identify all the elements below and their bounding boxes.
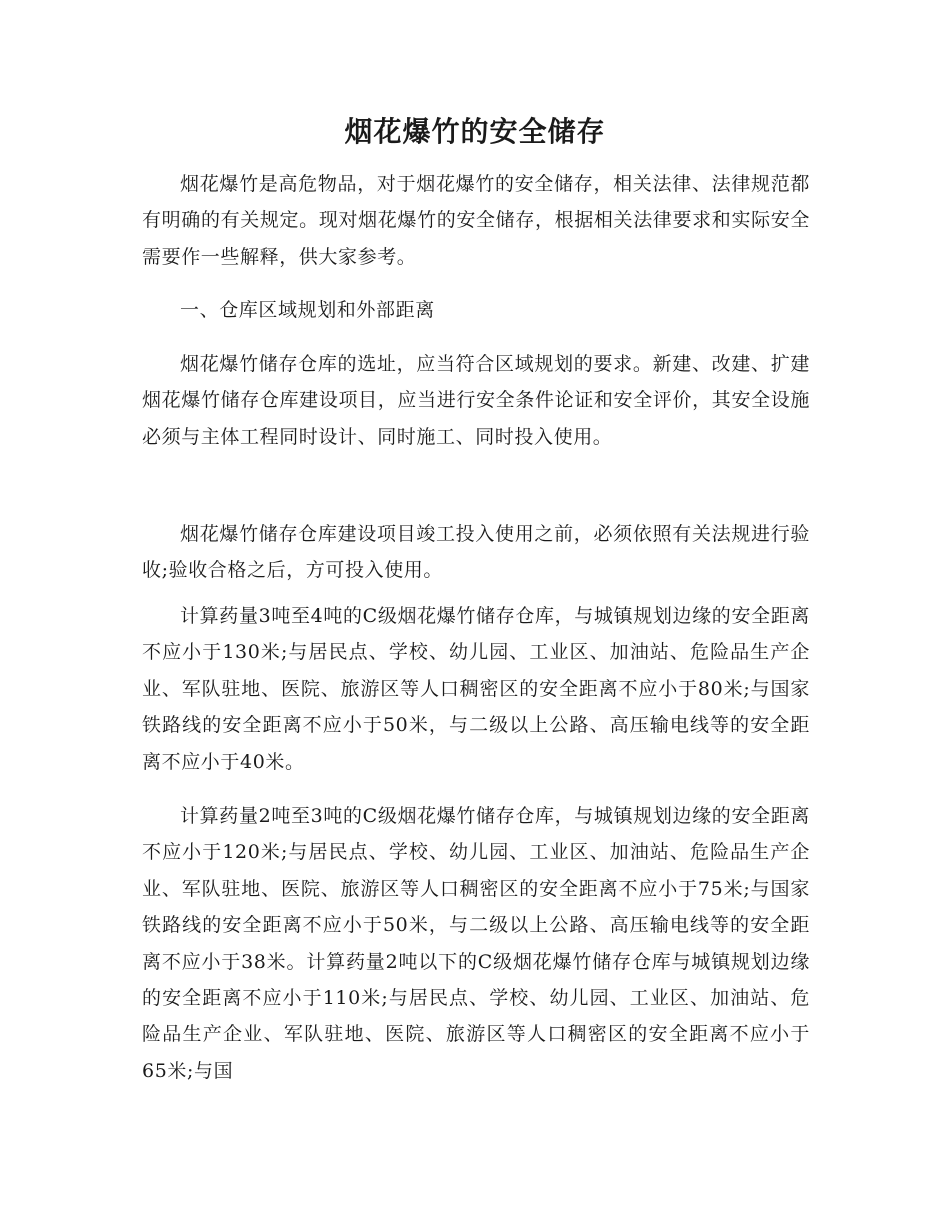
site-selection-paragraph: 烟花爆竹储存仓库的选址，应当符合区域规划的要求。新建、改建、扩建烟花爆竹储存仓库建设项目，应当进行安全条件论证和安全评价，其安全设施必须与主体工程同时设计、同时施工、同时投入使用。 — [142, 353, 810, 448]
intro-paragraph: 烟花爆竹是高危物品，对于烟花爆竹的安全储存，相关法律、法律规范都有明确的有关规定。现对烟花爆竹的安全储存，根据相关法律要求和实际安全需要作一些解释，供大家参考。 — [142, 173, 810, 268]
acceptance-paragraph: 烟花爆竹储存仓库建设项目竣工投入使用之前，必须依照有关法规进行验收;验收合格之后，方可投入使用。 — [142, 523, 810, 582]
section-heading: 一、仓库区域规划和外部距离 — [180, 299, 435, 321]
distance-2-3-ton-paragraph: 计算药量2吨至3吨的C级烟花爆竹储存仓库，与城镇规划边缘的安全距离不应小于120米;与居民点、学校、幼儿园、工业区、加油站、危险品生产企业、军队驻地、医院、旅游区等人口稠密区的安全距离不应小于75米;与国家铁路线的安全距离不应小于50米，与二级以上公路、高压输电线等的安全距离不应小于38米。计算药量2吨以下的C级烟花爆竹储存仓库与城镇规划边缘的安全距离不应小于110米;与居民点、学校、幼儿园、工业区、加油站、危险品生产企业、军队驻地、医院、旅游区等人口稠密区的安全距离不应小于65米;与国 — [142, 805, 810, 1082]
distance-3-4-ton-paragraph: 计算药量3吨至4吨的C级烟花爆竹储存仓库，与城镇规划边缘的安全距离不应小于130米;与居民点、学校、幼儿园、工业区、加油站、危险品生产企业、军队驻地、医院、旅游区等人口稠密区的安全距离不应小于80米;与国家铁路线的安全距离不应小于50米，与二级以上公路、高压输电线等的安全距离不应小于40米。 — [142, 605, 810, 773]
document-title: 烟花爆竹的安全储存 — [344, 115, 606, 148]
